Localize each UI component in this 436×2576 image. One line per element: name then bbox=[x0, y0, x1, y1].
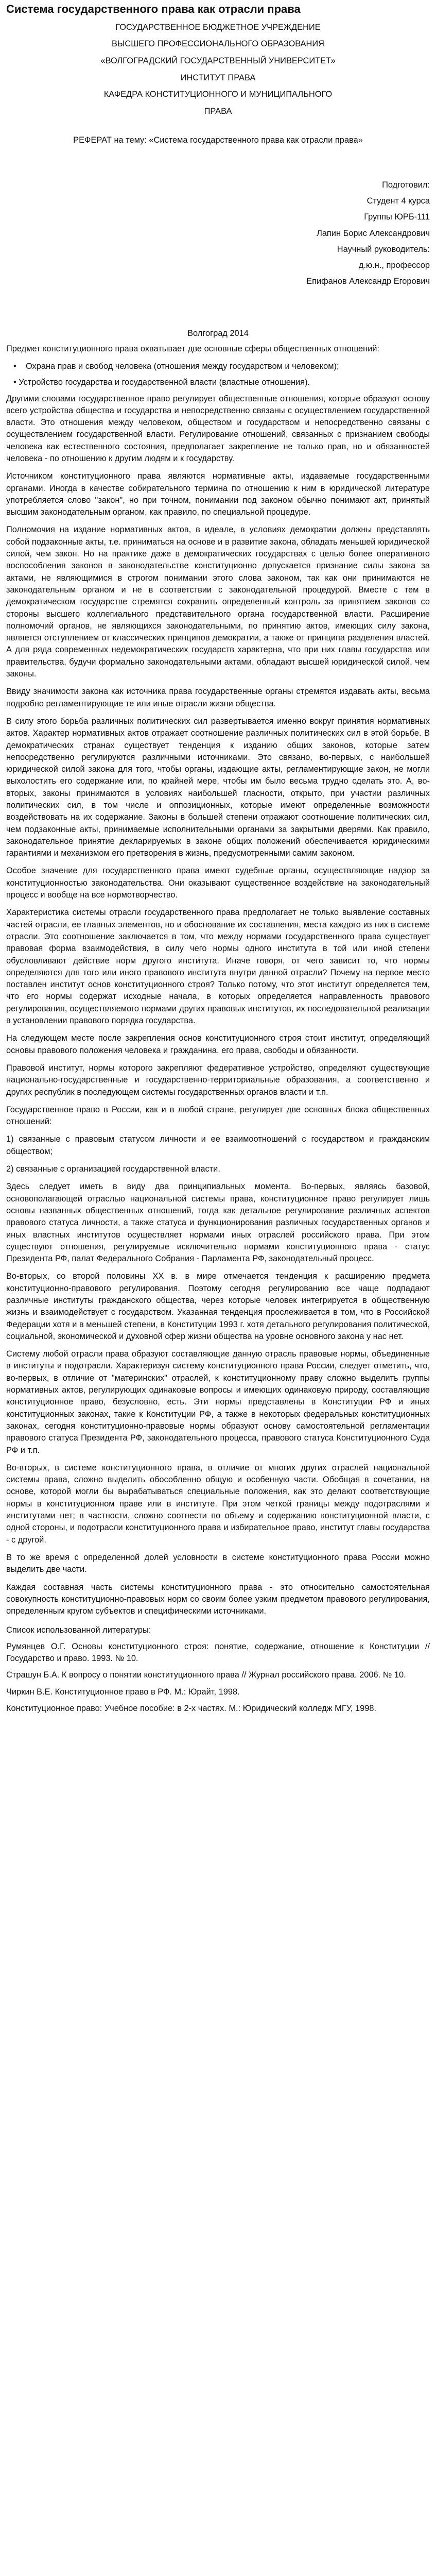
bullet-item bbox=[6, 361, 430, 372]
header-line: ПРАВА bbox=[204, 107, 232, 116]
paragraph: Правовой институт, нормы которого закрепляют федеративное устройство, определяют существующие национально-государственные и государственно-территориальные образования, а соответственно и других республик в последующем системы государственных органов власти и т.п. bbox=[6, 1063, 430, 1097]
signature-line: Епифанов Александр Егорович bbox=[306, 277, 430, 286]
paragraph: Характеристика системы отрасли государственного права предполагает не только выявление составных частей отрасли, ее главных элементов, но и обоснование их составления, места каждого из них в системе отрасли. Это соотношение заключается в том, что между нормами государственного права существует правовая форма взаимодействия, в силу чего нормы одного института в той или иной степени обусловливают действие норм другого института. Иначе говоря, от чего зависит то, что нормы определяются для того или иного правового института внутри данной отрасли? Почему на первое место поставлен институт основ конституционного строя? Только потому, что этот институт определяется тем, что его нормы содержат исходные начала, в которых определяется направленность правового регулирования, осуществляемого нормами других правовых институтов, их последовательной реализации в установлении правового порядка государства. bbox=[6, 908, 430, 1026]
referat-topic: РЕФЕРАТ на тему: «Система государственного права как отрасли права» bbox=[73, 135, 363, 145]
intro-paragraph: Предмет конституционного права охватывает две основные сферы общественных отношений: bbox=[6, 344, 380, 353]
bibliography-item: Румянцев О.Г. Основы конституционного строя: понятие, содержание, отношение к Конституции // Государство и право. 1993. № 10. bbox=[6, 1641, 430, 1663]
paragraph: Каждая составная часть системы конституционного права - это относительно самостоятельная совокупность конституционно-правовых норм со своим более узким предметом правового регулирования, определенным кругом субъектов и специфическими источниками. bbox=[6, 1582, 430, 1616]
bibliography-item: Конституционное право: Учебное пособие: в 2-х частях. М.: Юридический колледж МГУ, 1998. bbox=[6, 1703, 377, 1713]
bibliography-list bbox=[6, 1641, 430, 1715]
signature-block bbox=[6, 177, 430, 290]
essay-body bbox=[6, 393, 430, 1618]
paragraph: Систему любой отрасли права образуют составляющие данную отрасль правовые нормы, объединенные в институты и подотрасли. Характеризуя систему конституционного права России, следует отметить, что, во-первых, в отличие от "материнских" отраслей, к конституционному праву сложно выделить группы нормативных актов, регулирующих одинаковые вопросы и имеющих одинаковую природу, составляющие конституционное право, безусловно, есть. Эти нормы представлены в Конституции РФ и иных конституционных законах, такие к Конституции РФ, а также в некоторых федеральных конституционных законах, сегодня конституционно-правовые нормы образуют основу самостоятельной регламентации правового статуса Президента РФ, законодательного процесса, правового статуса Конституционного Суда РФ и т.п. bbox=[6, 1349, 430, 1455]
paragraph: 1) связанные с правовым статусом личности и ее взаимоотношений с государством и гражданским обществом; bbox=[6, 1134, 430, 1156]
header-line: КАФЕДРА КОНСТИТУЦИОННОГО И МУНИЦИПАЛЬНОГО bbox=[103, 90, 333, 99]
paragraph: Источником конституционного права являются нормативные акты, издаваемые государственными органами. Иногда в качестве собирательного термина по отношению к ним в юридической литературе употребляется слово "закон", но при точном, понимании под законом обычно понимают акт, принятый высшим законодательным органом, как правило, по специальной процедуре. bbox=[6, 471, 430, 517]
header-line: ГОСУДАРСТВЕННОЕ БЮДЖЕТНОЕ УЧРЕЖДЕНИЕ bbox=[115, 22, 321, 32]
signature-line: Группы ЮРБ-111 bbox=[364, 212, 430, 222]
paragraph: Государственное право в России, как и в любой стране, регулирует две основных блока общественных отношений: bbox=[6, 1105, 430, 1127]
page-title: Система государственного права как отрасли права bbox=[6, 3, 301, 15]
paragraph: Ввиду значимости закона как источника права государственные органы стремятся издавать акты, весьма подробно регламентирующие те или иные отрасли жизни общества. bbox=[6, 687, 430, 708]
paragraph: Здесь следует иметь в виду два принципиальных момента. Во-первых, являясь базовой, основополагающей отраслью национальной системы права, конституционное право регулирует лишь основы названных общественных отношений, тогда как детальное регулирование различных аспектов правового статуса личности, а также статуса и функционирования различных государственных органов и иных властных институтов осуществляет нормами иных отраслей российского права. При этом существуют отношения, регулируемые исключительно нормами конституционного права - статус Президента РФ, палат Федерального Собрания - Парламента РФ, законодательный процесс. bbox=[6, 1182, 430, 1264]
bibliography-item: Чиркин В.Е. Конституционное право в РФ. М.: Юрайт, 1998. bbox=[6, 1687, 240, 1697]
signature-line: Научный руководитель: bbox=[337, 244, 430, 254]
paragraph: В силу этого борьба различных политических сил развертывается именно вокруг принятия нормативных актов. Характер нормативных актов отражает соотношение различных политических сил в этой борьбе. В демократических странах существует тенденция к изданию общих законов, которые затем непосредственно регулируются различными источниками. Это связано, во-первых, с наибольшей юридической силой закона для того, чтобы органы, издающие акты, регламентирующие закон, не могли выхолостить его содержание или, по крайней мере, чтобы им было весьма трудно сделать это. А, во-вторых, законы принимаются в условиях наибольшей гласности, открыто, при участии различных политических сил, в том числе и оппозиционных, которые имеют определенные возможности воздействовать на их содержание. Законы в большей степени отражают соотношение политических сил, чем подзаконные акты, принимаемые исполнительными органами за закрытыми дверями. Как правило, законодательное принятие декларируемых в законе общих положений обеспечивается юридическими гарантиями и механизмом его претворения в жизнь, предусмотренными самим законом. bbox=[6, 716, 430, 858]
paragraph: Во-вторых, в системе конституционного права, в отличие от многих других отраслей национальной системы права, сложно выделить обособленно общую и особенную части. Обобщая в сочетании, на основе, которой могли бы вырабатываться специальные положения, как это делают соответствующие нормы в конституционном праве или в институте. При этом четкой границы между подотраслями и институтами нет; в частности, сложно соотнести по объему и содержанию конституционной власти, с одной стороны, и подотрасли конституционного права и избирательное право, институт главы государства - с другой. bbox=[6, 1463, 430, 1545]
header-line: «ВОЛГОГРАДСКИЙ ГОСУДАРСТВЕННЫЙ УНИВЕРСИТЕТ» bbox=[100, 56, 336, 65]
bibliography-item: Страшун Б.А. К вопросу о понятии конституционного права // Журнал российского права. 2006. № 10. bbox=[6, 1670, 406, 1680]
header-line: ВЫСШЕГО ПРОФЕССИОНАЛЬНОГО ОБРАЗОВАНИЯ bbox=[111, 39, 324, 49]
signature-line: Подготовил: bbox=[382, 180, 430, 190]
university-header bbox=[6, 19, 430, 120]
paragraph: Другими словами государственное право регулирует общественные отношения, которые образуют основу всего устройства общества и государства и непосредственно связаны с осуществлением государственной власти. Это отношения между человеком, обществом и государством и непосредственно связаны с осуществлением государственной власти. Регулирование отношений, связанных с признанием свободы человека как естественного состояния, предполагает закрепление не только прав, но и обязанностей человека - по отношению к другим людям и к государству. bbox=[6, 394, 430, 463]
bibliography-title: Список использованной литературы: bbox=[6, 1625, 151, 1635]
city-year: Волгоград 2014 bbox=[187, 329, 249, 338]
paragraph: 2) связанные с организацией государственной власти. bbox=[6, 1164, 220, 1174]
bullet-text: Охрана прав и свобод человека (отношения между государством и человеком); bbox=[25, 361, 339, 371]
signature-line: Студент 4 курса bbox=[367, 196, 430, 206]
signature-line: Лапин Борис Александрович bbox=[317, 228, 430, 238]
paragraph: Во-вторых, со второй половины XX в. в мире отмечается тенденция к расширению предмета конституционно-правового регулирования. Поэтому сегодня регулированию все чаще подпадают различные институты гражданского общества, через которые человек интегрируется в общественную жизнь и взаимодействует с государством. Указанная тенденция прослеживается в том, что в Российской Федерации хотя и в меньшей степени, в Конституции 1993 г. хотя детального регулирования политической, социальной, экономической и духовной сфер жизни общества на уровне основного закона у нас нет. bbox=[6, 1272, 430, 1341]
signature-line: д.ю.н., профессор bbox=[358, 260, 430, 270]
paragraph: Особое значение для государственного права имеют судебные органы, осуществляющие надзор за конституционностью законодательства. Они оказывают существенное воздействие на законодательный процесс и вообще на все нормотворчество. bbox=[6, 866, 430, 900]
header-line: ИНСТИТУТ ПРАВА bbox=[180, 73, 256, 82]
paragraph: Полномочия на издание нормативных актов, в идеале, в условиях демократии должны представлять собой подзаконные акты, т.е. приниматься на основе и в развитие закона, обладать меньшей юридической силой, чем закон. Но на практике даже в демократических государствах с целью более оперативного воспособления законов в законодательстве конституционно допускается признание силы закона за актами, не являющимися в строгом понимании этого слова законом, так как они принимаются не законодательным органом и не в соответствии с законодательной процедурой. Вместе с тем в демократическом государстве стремятся сохранить определенный контроль за принятием законов со стороны высшего коллегиального представительного органа государственной власти. Расширение полномочий органов, не являющихся законодательными, по принятию актов, имеющих силу закона, является отступлением от классических принципов демократии, а также от принципа разделения властей. А для ряда современных недемократических государств характерна, что при них главы государства или правительства, будучи формально законодательными актами, обладают высшей юридической силой, чем законы. bbox=[6, 525, 430, 679]
paragraph: В то же время с определенной долей условности в системе конституционного права России можно выделить две части. bbox=[6, 1552, 430, 1574]
bullet-item: • Устройство государства и государственной власти (властные отношения). bbox=[13, 378, 310, 387]
paragraph: На следующем месте после закрепления основ конституционного строя стоит институт, определяющий основы правового положения человека и гражданина, его права, свободы и обязанности. bbox=[6, 1033, 430, 1055]
bullet-marker: • bbox=[13, 361, 26, 371]
